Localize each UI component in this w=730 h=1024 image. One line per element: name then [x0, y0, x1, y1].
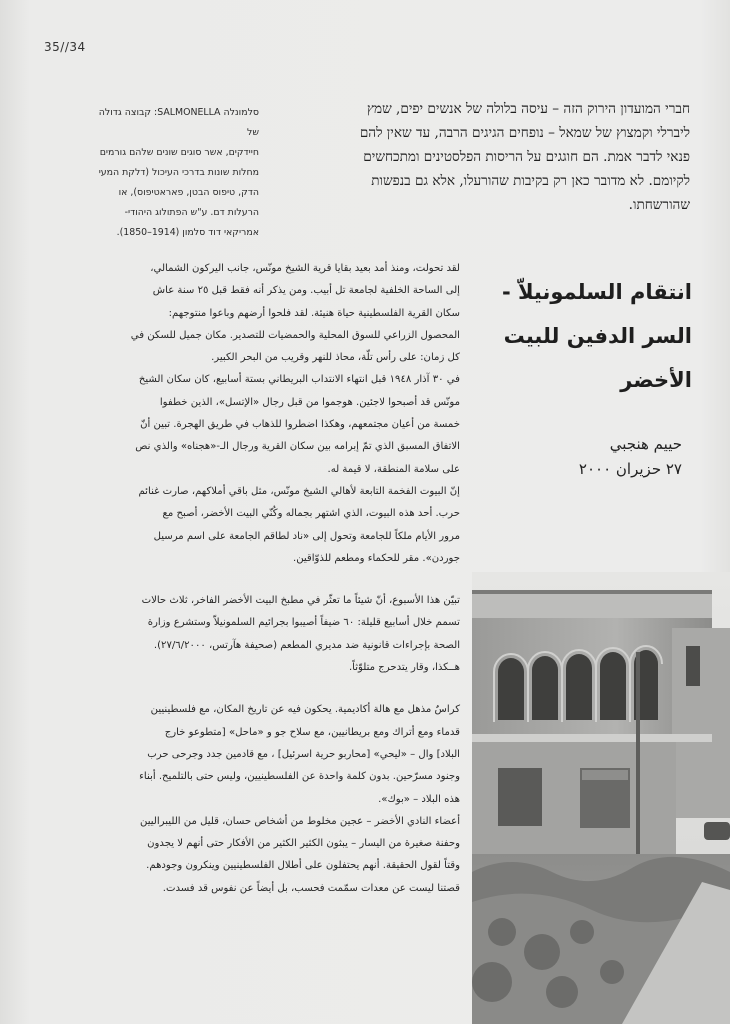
article-line: حرب. أحد هذه البيوت، الذي اشتهر بجماله وكُنّي البيت الأخضر، أصبح مع	[162, 508, 460, 520]
article-line: إنّ البيوت الفخمة التابعة لأهالي الشيخ مونّس، مثل باقي أملاكهم، صارت غنائم	[138, 485, 460, 497]
hebrew-intro-line: שהורשחתו.	[628, 197, 690, 213]
article-line: قصتنا ليست عن معدات سمّمت فحسب، بل أيضاً عن نفوس قد فسدت.	[162, 882, 460, 894]
article-line: سكان القرية الفلسطينية حياة هنيئة. لقد فلحوا أرضهم وباعوا منتوجهم:	[168, 307, 460, 319]
hebrew-intro-text	[278, 97, 690, 217]
article-body	[84, 258, 460, 900]
side-note-line: מחלות שונות בדרכי העיכול (דלקת המעי	[98, 167, 259, 178]
article-line: قدماء ومع أتراك ومع بريطانيين، مع سلاح جو و «ماحل» [متطوعو خارج	[164, 726, 460, 738]
article-line: تبيّن هذا الأسبوع، أنّ شيئاً ما تعثّر في مطبخ البيت الأخضر الفاخر، ثلاث حالات	[141, 595, 460, 607]
hebrew-intro-line: ליברלי וקמצוץ של שמאל – נופחים הגיגים הרבה, עד שאין להם	[359, 125, 690, 141]
article-line: البلاد] وال – «ليحي» [محاربو حرية اسرئيل] ، مع قادمين جدد وجرحى حرب	[147, 748, 460, 760]
article-line: لقد تحولت، ومنذ أمد بعيد بقايا قرية الشيخ مونّس، جانب اليركون الشمالي،	[150, 263, 460, 274]
article-line: مرور الأيام ملكاً للجامعة وتحول إلى «ناد لطاقم الجامعة على اسم مرسيل	[153, 530, 460, 542]
article-line: مونّس قد أصبحوا لاجئين. هوجموا من قبل رجال «الإتسل»، الذين خطفوا	[159, 396, 460, 408]
article-line: في ٣٠ آذار ١٩٤٨ قبل انتهاء الانتداب البريطاني بستة أسابيع، كان سكان الشيخ	[138, 374, 460, 386]
article-line: كل زمان: على رأس تلّة، محاذ للنهر وقريب من البحر الكبير.	[211, 352, 460, 364]
article-line: خمسة من أعيان مجتمعهم، وهكذا اضطروا للذهاب في طريق الهجرة. تبين أنّ	[140, 419, 460, 431]
article-line: جوردن». مقر للحكماء ومطعم للذوّاقين.	[292, 552, 460, 564]
byline	[474, 432, 682, 482]
article-line: هذه البلاد – «بوك».	[378, 793, 460, 805]
page-number: 35//34	[44, 40, 86, 54]
article-line: أعضاء النادي الأخضر – عجين مخلوط من أشخاص حسان، قليل من الليبراليين	[140, 815, 460, 827]
article-line: الصحة بإجراءات قانونية ضد مديري المطعم (صحيفة هآرتس، ٢٧/٦/٢٠٠٠).	[153, 639, 460, 651]
article-line: وجنود مسرّحين. بدون كلمة واحدة عن الفلسطينيين، وليس حتى بالتلميح. أبناء	[139, 771, 460, 783]
article-line: كراسٌ مذهل مع هالة أكاديمية. يحكون فيه عن تاريخ المكان، مع فلسطينيين	[150, 704, 460, 716]
article-line: وحفنة صغيرة من اليسار – يبثون الكثير الكثير من الأفكار حتى أنهم لا يجدون	[147, 838, 460, 850]
side-note-line: סלמונלה SALMONELLA: קבוצה גדולה של	[98, 107, 259, 138]
side-note-line: הדק, טיפוס הבטן, פאראטיפוס), או	[118, 187, 259, 198]
publish-date: ٢٧ حزيران ٢٠٠٠	[578, 460, 682, 478]
paragraph-gap	[84, 679, 460, 699]
hebrew-intro-line: פנאי לדבר אמת. הם חוגגים על הריסות הפלסטינים ומתכחשים	[363, 149, 690, 165]
title-line: انتقام السلمونيلاّ -	[501, 280, 692, 304]
old-arched-house-photo	[472, 572, 730, 1024]
title-line: السر الدفين للبيت	[503, 324, 692, 348]
paragraph-gap	[84, 570, 460, 590]
article-line: وقتاً لقول الحقيقة. أنهم يحتفلون على أطلال الفلسطينيين وينكرون وجودهم.	[146, 860, 460, 872]
title-line: الأخضر	[620, 368, 692, 392]
article-line: المحصول الزراعي للسوق المحلية والحمضيات للتصدير. مكان جميل للسكن في	[130, 329, 460, 341]
author-name: حييم هنجبي	[609, 435, 682, 453]
article-line: إلى الساحة الخلفية لجامعة تل أبيب. ومن يذكر أنه فقط قبل ٢٥ سنة عاش	[152, 285, 460, 297]
article-line: تسمم خلال أسابيع قليلة: ٦٠ ضيفاً أصيبوا بجرائيم السلمونيلاّ وستشرع وزارة	[147, 617, 460, 629]
article-line: هــكذا، وقار يتدحرج متلوّثاً.	[348, 662, 460, 674]
side-note-line: חיידקים, אשר סוגים שונים שלהם גורמים	[99, 147, 259, 158]
house-photo-icon	[472, 572, 730, 1024]
side-note-line: הרעלות דם. ע"ש הפתולוג היהודי-	[124, 207, 259, 218]
article-line: الاتفاق المسبق الذي تمّ إبرامه بين سكان القرية ورجال الـ-«هجناه» والذي نص	[135, 441, 460, 453]
article-title	[474, 270, 692, 402]
hebrew-intro-line: חברי המועדון הירוק הזה – עיסה בלולה של אנשים יפים, שמץ	[366, 101, 690, 117]
salmonella-side-note	[84, 103, 259, 243]
hebrew-intro-line: לקיומם. לא מדובר כאן רק בקיבות שהורעלו, אלא גם בנפשות	[371, 173, 690, 189]
side-note-line: אמריקאי דוד סלמון (1914–1850).	[116, 227, 259, 238]
article-line: على سلامة المنطقة، لا قيمة له.	[327, 463, 460, 475]
